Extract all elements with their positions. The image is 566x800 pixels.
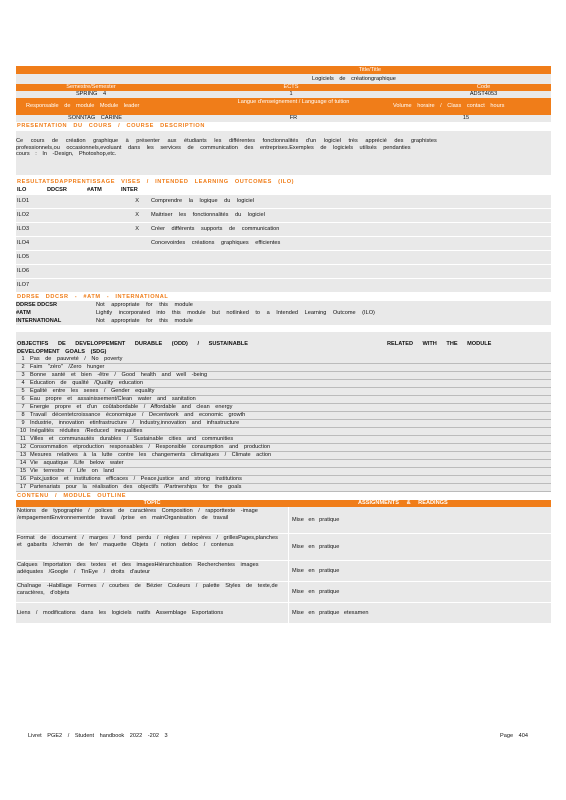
ilo-row <box>16 195 551 209</box>
ects-value: 1 <box>289 91 293 97</box>
outline-topic: Notions de typographie / polices de caractères Composition / rapporttexte -image /empagementEnvironnementde travail /prise en mainOrganisation de travail <box>17 508 258 521</box>
sdg-heading <box>16 340 387 356</box>
outline-topic: Chaînage -Habillage Formes / courbes de Bézier Couleurs / palette Styles de texte,de caractères, d'objets <box>17 583 278 596</box>
sdg-number: 9 <box>21 420 25 426</box>
ilo-col-ilo: ILO <box>17 187 27 193</box>
ilo-mark: X <box>135 212 139 218</box>
ilo-mark <box>47 237 151 250</box>
sdg-heading-line-2: DEVELOPMENT GOALS (SDG) <box>17 349 107 355</box>
sdg-number: 5 <box>21 388 25 394</box>
outline-row <box>16 561 551 582</box>
title-label-row <box>16 66 551 74</box>
sdg-number: 2 <box>21 364 25 370</box>
sdg-text: Bonne santé et bien -être / Good health and well -being <box>30 372 208 378</box>
ilo-row <box>16 279 551 293</box>
sdg-text: Vie aquatique /Life below water <box>30 460 124 466</box>
sdg-row <box>16 484 551 492</box>
sdg-row <box>16 428 551 436</box>
ilo-col-inter: INTER <box>121 187 138 193</box>
responsable-label: Responsable de module Module leader <box>26 103 140 109</box>
sdg-text: Education de qualité /Quality education <box>30 380 144 386</box>
ilo-text: Maitriser les fonctionnalités du logiciel <box>151 212 265 218</box>
outline-topic: Format de document / marges / fond perdu / règles / repères / grillesPages,planches et gabarits /chemin de fer/ maquette Objets / notion debloc / contenus <box>17 535 278 548</box>
sdg-number: 7 <box>21 404 25 410</box>
sdg-text: Pas de pauvreté / No poverty <box>30 356 123 362</box>
presentation-line-2: professionnels,ou occasionnels,evoluant dans les services de communication des entreprises.Exemples de logiciels utilisés pendanties <box>16 144 411 151</box>
sdg-row <box>16 412 551 420</box>
sdg-text: Villes et communautés durables / Sustainable cities and communities <box>30 436 234 442</box>
ilo-code: ILO4 <box>17 240 30 246</box>
outline-heading: CONTENU / MODULE OUTLINE <box>17 493 127 499</box>
outline-topic: Calques Importation des textes et des imagesHiérarchisation Recherchentes images adéquates /Google / TinEye / droits d'auteur <box>17 562 259 575</box>
sdg-heading-line-1: OBJECTIFS DE DEVELOPPEMENT DURABLE (ODD) / SUSTAINABLE <box>17 341 248 347</box>
sdg-text: Paix,justice et institutions efficaces / Peace,justice and strong institutions <box>30 476 242 482</box>
ilo-heading: RESULTATSDAPPRENTISSAGE VISES / INTENDED LEARNING OUTCOMES (ILO) <box>17 179 295 185</box>
sdg-row <box>16 388 551 396</box>
footer-handbook: Livret PGE2 / Student handbook 2022 -202 3 <box>28 733 168 739</box>
sdg-row <box>16 468 551 476</box>
sdg-text: Consommation etproduction responsables / Responsible consumption and production <box>30 444 271 450</box>
sdg-number: 8 <box>21 412 25 418</box>
ddcsr-row <box>16 309 551 317</box>
language-value: FR <box>289 115 298 121</box>
outline-assess: Mise en pratique <box>288 582 551 602</box>
sdg-row <box>16 364 551 372</box>
ilo-mark <box>47 265 151 278</box>
sdg-number: 16 <box>19 476 27 482</box>
ddcsr-text: Not appropriate for this module <box>96 318 193 324</box>
sdg-row <box>16 444 551 452</box>
ilo-col-code: DDCSR <box>47 187 67 193</box>
semester-label: Semestre/Semester <box>66 84 116 90</box>
ilo-code: ILO1 <box>17 198 30 204</box>
sdg-number: 11 <box>20 436 26 442</box>
sdg-number: 17 <box>19 484 27 490</box>
ilo-text <box>151 265 551 278</box>
ddcsr-label: INTERNATIONAL <box>16 318 62 324</box>
ddcsr-table <box>16 301 551 325</box>
sdg-text: Inégalités réduites /Reduced inequalities <box>30 428 143 434</box>
ilo-code: ILO3 <box>17 226 30 232</box>
sdg-row <box>16 420 551 428</box>
volume-value: 15 <box>462 115 470 121</box>
ddcsr-text: Lightly incorporated into this module but notlinked to a Intended Learning Outcome (ILO) <box>96 310 375 316</box>
ilo-row <box>16 209 551 223</box>
sdg-number: 6 <box>21 396 25 402</box>
ilo-mark: X <box>135 226 139 232</box>
sdg-text: Eau propre et assainissement/Clean water and sanitation <box>30 396 196 402</box>
ilo-row <box>16 265 551 279</box>
ilo-row <box>16 237 551 251</box>
presentation-line-3: cours : In -Design, Photoshop,etc. <box>16 151 117 158</box>
sdg-number: 4 <box>21 380 25 386</box>
outline-row <box>16 582 551 603</box>
sdg-number: 13 <box>19 452 27 458</box>
sdg-row <box>16 452 551 460</box>
sdg-number: 10 <box>19 428 27 434</box>
sdg-row <box>16 476 551 484</box>
responsable-value-row <box>16 115 551 122</box>
outline-topic: Liens / modifications dans les logiciels natifs Assemblage Exportations <box>17 609 224 616</box>
module-sheet <box>16 66 551 624</box>
sdg-text: Vie terrestre / Life on land <box>30 468 114 474</box>
ects-label: ECTS <box>283 84 299 90</box>
sdg-row <box>16 396 551 404</box>
responsable-label-row <box>16 98 551 115</box>
outline-row <box>16 603 551 624</box>
ddcsr-row <box>16 301 551 309</box>
ilo-text: Concevoirdes créations graphiques efficientes <box>151 240 281 246</box>
presentation-line-1: Ce cours de création graphique à présenter aux étudiants les différentes fonctionnalités d'un logiciel très apprécié des graphistes <box>16 138 437 144</box>
sdg-row <box>16 380 551 388</box>
ilo-code: ILO6 <box>17 268 30 274</box>
code-value: ADST4053 <box>469 91 498 97</box>
sdg-number: 12 <box>19 444 27 450</box>
sdg-text: Energie propre et d'un coûtabordable / Affordable and clean energy <box>30 404 233 410</box>
ilo-row <box>16 251 551 265</box>
outline-assess: Mise en pratique <box>288 561 551 581</box>
sdg-row <box>16 404 551 412</box>
footer-page-number: Page 404 <box>500 733 528 739</box>
ilo-mark: X <box>135 198 139 204</box>
ilo-text: Créer différents supports de communication <box>151 226 280 232</box>
ilo-code: ILO5 <box>17 254 30 260</box>
sdg-header <box>16 340 551 356</box>
sdg-text: Travail décentetcroissance économique / Decentwork and economic growth <box>30 412 246 418</box>
ilo-col-atm: #ATM <box>87 187 102 193</box>
ilo-text: Comprendre la logique du logiciel <box>151 198 255 204</box>
sdg-text: Industrie, innovation etinfrastructure / Industry,innovation and infrastructure <box>30 420 240 426</box>
sdg-text: Partenariats pour la réalisation des objectifs /Partnerships for the goals <box>30 484 242 490</box>
title-value-row <box>16 74 551 84</box>
outline-col-topic: TOPIC <box>143 500 161 506</box>
module-title: Logiciels de créationgraphique <box>312 76 396 82</box>
semester-value-row <box>16 91 551 98</box>
outline-assess: Mise en pratique etexamen <box>288 603 551 623</box>
ilo-text <box>151 251 551 264</box>
presentation-heading: PRESENTATION DU COURS / COURSE DESCRIPTION <box>17 123 205 129</box>
outline-row <box>16 507 551 534</box>
ilo-code: ILO7 <box>17 282 30 288</box>
sdg-row <box>16 356 551 364</box>
sdg-number: 3 <box>21 372 25 378</box>
sdg-table <box>16 332 551 492</box>
sdg-number: 15 <box>19 468 27 474</box>
ddcsr-row <box>16 317 551 325</box>
sdg-row <box>16 436 551 444</box>
responsable-value: SONNTAG CARINE <box>68 115 122 121</box>
ilo-code: ILO2 <box>17 212 30 218</box>
sdg-row <box>16 460 551 468</box>
volume-label: Volume horaire / Class contact hours <box>393 103 505 109</box>
ddcsr-label: #ATM <box>16 310 31 316</box>
outline-table <box>16 507 551 624</box>
sdg-text: Egalité entre les sexes / Gender equality <box>30 388 155 394</box>
ilo-table <box>16 195 551 293</box>
ddcsr-text: Not appropriate for this module <box>96 302 193 308</box>
ilo-text <box>151 279 551 292</box>
outline-row <box>16 534 551 561</box>
sdg-number: 1 <box>21 356 25 362</box>
ilo-mark <box>47 251 151 264</box>
semester-value: SPRING 4 <box>75 91 107 97</box>
semester-label-row <box>16 84 551 91</box>
sdg-list <box>16 356 551 492</box>
presentation-box <box>16 131 551 175</box>
page-footer <box>28 733 528 740</box>
outline-assess: Mise en pratique <box>288 534 551 560</box>
ddcsr-heading: DDRSE DDCSR - #ATM - INTERNATIONAL <box>17 294 169 300</box>
sdg-text: Faim "zéro" /Zero hunger <box>30 364 105 370</box>
ilo-mark <box>47 279 151 292</box>
outline-assess: Mise en pratique <box>288 507 551 533</box>
ilo-row <box>16 223 551 237</box>
sdg-row <box>16 372 551 380</box>
ddcsr-label: DDRSE DDCSR <box>16 302 58 308</box>
ilo-header-row <box>16 186 551 195</box>
sdg-text: Mesures relatives à la lutte contre les changements climatiques / Climate action <box>30 452 272 458</box>
sdg-number: 14 <box>19 460 27 466</box>
outline-col-assess: ASSIGNMENTS & READINGS <box>358 500 448 506</box>
outline-header-row <box>16 500 551 507</box>
sdg-related-label: RELATED WITH THE MODULE <box>387 341 492 347</box>
title-label: Title/Title <box>358 67 381 73</box>
language-label: Langue d'enseignement / Language of tuition <box>237 99 350 105</box>
code-label: Code <box>476 84 491 90</box>
